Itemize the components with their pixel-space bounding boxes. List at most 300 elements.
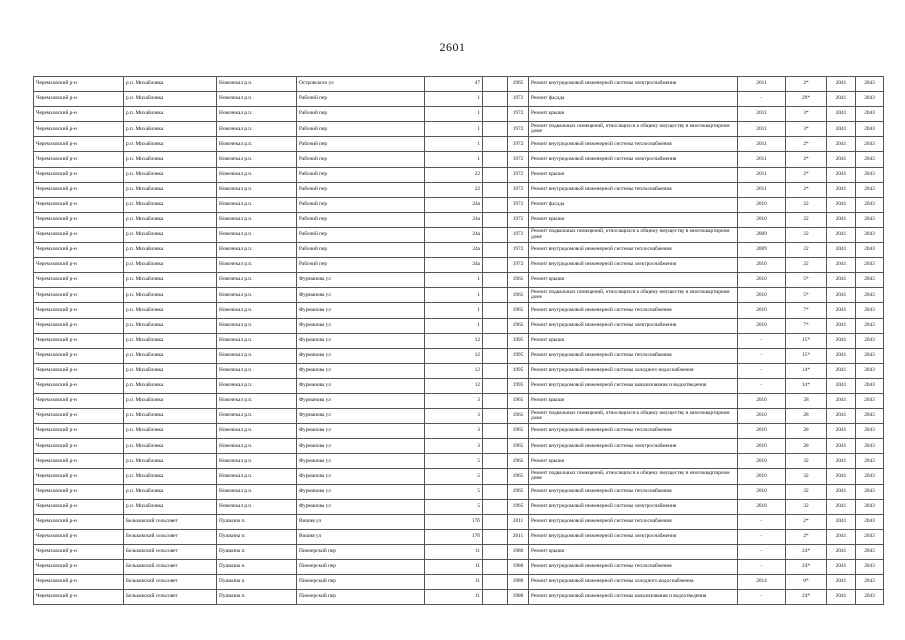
settlement-cell: Новочекал р.п. [217, 77, 297, 92]
year-built-cell: 1980 [508, 575, 529, 590]
settlement-cell: Новочекал р.п. [217, 152, 297, 167]
plan-end-cell: 2043 [856, 273, 884, 288]
municipality-cell: р.п. Михайловка [124, 424, 217, 439]
house-number-cell: 24а [425, 212, 483, 227]
settlement-cell: Новочекал р.п. [217, 454, 297, 469]
municipality-cell: р.п. Михайловка [124, 77, 217, 92]
municipality-cell: р.п. Михайловка [124, 152, 217, 167]
plan-start-cell: 2041 [827, 318, 856, 333]
street-cell: Рабочий пер [297, 167, 425, 182]
district-cell: Черемховский р-н [34, 318, 124, 333]
plan-end-cell: 2043 [856, 378, 884, 393]
last-repair-year-cell: 2011 [738, 167, 786, 182]
building-cell [483, 484, 508, 499]
work-type-cell: Ремонт внутридомовой инженерной системы электроснабжения [529, 77, 738, 92]
work-type-cell: Ремонт крыши [529, 454, 738, 469]
building-cell [483, 122, 508, 137]
district-cell: Черемховский р-н [34, 288, 124, 303]
house-number-cell: 3 [425, 409, 483, 424]
year-built-cell: 1965 [508, 424, 529, 439]
last-repair-year-cell: 2010 [738, 258, 786, 273]
plan-end-cell: 2043 [856, 393, 884, 408]
municipality-cell: р.п. Михайловка [124, 484, 217, 499]
wear-cell: 22 [786, 197, 827, 212]
municipality-cell: р.п. Михайловка [124, 333, 217, 348]
wear-cell: 28 [786, 439, 827, 454]
municipality-cell: р.п. Михайловка [124, 197, 217, 212]
street-cell: Вишня ул [297, 514, 425, 529]
municipality-cell: р.п. Михайловка [124, 122, 217, 137]
street-cell: Рабочий пер [297, 243, 425, 258]
wear-cell: 32 [786, 499, 827, 514]
plan-end-cell: 2043 [856, 243, 884, 258]
district-cell: Черемховский р-н [34, 107, 124, 122]
district-cell: Черемховский р-н [34, 484, 124, 499]
district-cell: Черемховский р-н [34, 499, 124, 514]
settlement-cell: Новочекал р.п. [217, 167, 297, 182]
plan-end-cell: 2043 [856, 560, 884, 575]
wear-cell: 2* [786, 514, 827, 529]
year-built-cell: 1972 [508, 227, 529, 242]
table-row [34, 122, 884, 137]
house-number-cell: 24а [425, 227, 483, 242]
plan-start-cell: 2041 [827, 590, 856, 605]
year-built-cell: 1995 [508, 348, 529, 363]
district-cell: Черемховский р-н [34, 469, 124, 484]
street-cell: Пионерский пер [297, 590, 425, 605]
work-type-cell: Ремонт крыши [529, 273, 738, 288]
table-row [34, 484, 884, 499]
table-row [34, 137, 884, 152]
plan-end-cell: 2043 [856, 454, 884, 469]
municipality-cell: р.п. Михайловка [124, 393, 217, 408]
municipality-cell: р.п. Михайловка [124, 348, 217, 363]
wear-cell: 24* [786, 590, 827, 605]
settlement-cell: Новочекал р.п. [217, 182, 297, 197]
year-built-cell: 1972 [508, 92, 529, 107]
plan-end-cell: 2043 [856, 77, 884, 92]
year-built-cell: 1972 [508, 243, 529, 258]
last-repair-year-cell: 2010 [738, 454, 786, 469]
last-repair-year-cell: - [738, 514, 786, 529]
plan-start-cell: 2041 [827, 182, 856, 197]
table-row [34, 318, 884, 333]
district-cell: Черемховский р-н [34, 333, 124, 348]
wear-cell: 24* [786, 544, 827, 559]
street-cell: Фурманова ул [297, 439, 425, 454]
district-cell: Черемховский р-н [34, 258, 124, 273]
wear-cell: 3* [786, 122, 827, 137]
settlement-cell: Новочекал р.п. [217, 197, 297, 212]
plan-end-cell: 2043 [856, 484, 884, 499]
settlement-cell: Новочекал р.п. [217, 348, 297, 363]
building-cell [483, 77, 508, 92]
plan-start-cell: 2041 [827, 469, 856, 484]
plan-end-cell: 2043 [856, 137, 884, 152]
house-number-cell: 1 [425, 107, 483, 122]
work-type-cell: Ремонт подвальных помещений, относящихся к общему имуществу в многоквартирном доме [529, 409, 738, 424]
plan-start-cell: 2041 [827, 77, 856, 92]
table-row [34, 575, 884, 590]
street-cell: Рабочий пер [297, 212, 425, 227]
last-repair-year-cell: 2010 [738, 499, 786, 514]
settlement-cell: Новочекал р.п. [217, 288, 297, 303]
table-row [34, 212, 884, 227]
plan-end-cell: 2043 [856, 152, 884, 167]
plan-end-cell: 2043 [856, 107, 884, 122]
district-cell: Черемховский р-н [34, 409, 124, 424]
street-cell: Вишня ул [297, 529, 425, 544]
district-cell: Черемховский р-н [34, 529, 124, 544]
work-type-cell: Ремонт крыши [529, 544, 738, 559]
wear-cell: 0* [786, 575, 827, 590]
plan-end-cell: 2043 [856, 499, 884, 514]
building-cell [483, 529, 508, 544]
year-built-cell: 1965 [508, 77, 529, 92]
last-repair-year-cell: 2010 [738, 273, 786, 288]
year-built-cell: 1995 [508, 378, 529, 393]
year-built-cell: 1980 [508, 560, 529, 575]
district-cell: Черемховский р-н [34, 243, 124, 258]
wear-cell: 22 [786, 258, 827, 273]
street-cell: Фурманова ул [297, 363, 425, 378]
house-number-cell: 11 [425, 575, 483, 590]
last-repair-year-cell: 2010 [738, 288, 786, 303]
municipality-cell: Бельковский сельсовет [124, 575, 217, 590]
plan-end-cell: 2043 [856, 348, 884, 363]
last-repair-year-cell: 2011 [738, 77, 786, 92]
wear-cell: 2* [786, 137, 827, 152]
municipality-cell: р.п. Михайловка [124, 409, 217, 424]
plan-start-cell: 2041 [827, 575, 856, 590]
capital-repair-table [33, 76, 884, 605]
street-cell: Фурманова ул [297, 469, 425, 484]
year-built-cell: 1972 [508, 122, 529, 137]
street-cell: Островского ул [297, 77, 425, 92]
last-repair-year-cell: - [738, 363, 786, 378]
building-cell [483, 92, 508, 107]
work-type-cell: Ремонт внутридомовой инженерной системы теплоснабжения [529, 137, 738, 152]
last-repair-year-cell: - [738, 590, 786, 605]
building-cell [483, 258, 508, 273]
house-number-cell: 17б [425, 514, 483, 529]
district-cell: Черемховский р-н [34, 152, 124, 167]
year-built-cell: 1965 [508, 484, 529, 499]
plan-start-cell: 2041 [827, 424, 856, 439]
work-type-cell: Ремонт подвальных помещений, относящихся к общему имуществу в многоквартирном доме [529, 469, 738, 484]
year-built-cell: 1965 [508, 454, 529, 469]
plan-start-cell: 2041 [827, 258, 856, 273]
settlement-cell: Пушкина п. [217, 544, 297, 559]
work-type-cell: Ремонт внутридомовой инженерной системы электроснабжения [529, 318, 738, 333]
house-number-cell: 1 [425, 122, 483, 137]
plan-start-cell: 2041 [827, 152, 856, 167]
building-cell [483, 107, 508, 122]
work-type-cell: Ремонт крыши [529, 393, 738, 408]
plan-end-cell: 2043 [856, 424, 884, 439]
year-built-cell: 1995 [508, 333, 529, 348]
street-cell: Фурманова ул [297, 484, 425, 499]
building-cell [483, 333, 508, 348]
district-cell: Черемховский р-н [34, 77, 124, 92]
plan-end-cell: 2043 [856, 258, 884, 273]
last-repair-year-cell: 2009 [738, 227, 786, 242]
year-built-cell: 2011 [508, 514, 529, 529]
municipality-cell: р.п. Михайловка [124, 499, 217, 514]
settlement-cell: Новочекал р.п. [217, 469, 297, 484]
plan-start-cell: 2041 [827, 212, 856, 227]
house-number-cell: 5 [425, 499, 483, 514]
wear-cell: 28 [786, 409, 827, 424]
last-repair-year-cell: 2011 [738, 122, 786, 137]
district-cell: Черемховский р-н [34, 363, 124, 378]
house-number-cell: 3 [425, 424, 483, 439]
municipality-cell: р.п. Михайловка [124, 258, 217, 273]
plan-end-cell: 2043 [856, 288, 884, 303]
last-repair-year-cell: 2011 [738, 152, 786, 167]
building-cell [483, 318, 508, 333]
municipality-cell: р.п. Михайловка [124, 303, 217, 318]
street-cell: Рабочий пер [297, 107, 425, 122]
district-cell: Черемховский р-н [34, 227, 124, 242]
settlement-cell: Новочекал р.п. [217, 273, 297, 288]
last-repair-year-cell: 2010 [738, 469, 786, 484]
wear-cell: 15* [786, 348, 827, 363]
work-type-cell: Ремонт подвальных помещений, относящихся к общему имуществу в многоквартирном доме [529, 288, 738, 303]
work-type-cell: Ремонт внутридомовой инженерной системы холодного водоснабжения [529, 575, 738, 590]
house-number-cell: 11 [425, 544, 483, 559]
wear-cell: 5* [786, 288, 827, 303]
building-cell [483, 469, 508, 484]
settlement-cell: Новочекал р.п. [217, 484, 297, 499]
last-repair-year-cell: 2011 [738, 137, 786, 152]
plan-start-cell: 2041 [827, 529, 856, 544]
settlement-cell: Новочекал р.п. [217, 303, 297, 318]
municipality-cell: Бельковский сельсовет [124, 590, 217, 605]
year-built-cell: 1972 [508, 258, 529, 273]
municipality-cell: р.п. Михайловка [124, 318, 217, 333]
year-built-cell: 1980 [508, 590, 529, 605]
building-cell [483, 514, 508, 529]
year-built-cell: 1965 [508, 273, 529, 288]
work-type-cell: Ремонт внутридомовой инженерной системы электроснабжения [529, 499, 738, 514]
year-built-cell: 1972 [508, 152, 529, 167]
house-number-cell: 22 [425, 167, 483, 182]
settlement-cell: Новочекал р.п. [217, 107, 297, 122]
wear-cell: 3* [786, 107, 827, 122]
street-cell: Фурманова ул [297, 273, 425, 288]
building-cell [483, 137, 508, 152]
building-cell [483, 152, 508, 167]
settlement-cell: Новочекал р.п. [217, 243, 297, 258]
street-cell: Рабочий пер [297, 227, 425, 242]
settlement-cell: Новочекал р.п. [217, 363, 297, 378]
table-row [34, 393, 884, 408]
district-cell: Черемховский р-н [34, 212, 124, 227]
building-cell [483, 197, 508, 212]
building-cell [483, 303, 508, 318]
street-cell: Рабочий пер [297, 137, 425, 152]
plan-start-cell: 2041 [827, 560, 856, 575]
table-row [34, 590, 884, 605]
last-repair-year-cell: 2011 [738, 107, 786, 122]
table-row [34, 378, 884, 393]
plan-start-cell: 2041 [827, 227, 856, 242]
year-built-cell: 1972 [508, 137, 529, 152]
wear-cell: 2* [786, 529, 827, 544]
last-repair-year-cell: 2010 [738, 393, 786, 408]
year-built-cell: 1972 [508, 197, 529, 212]
work-type-cell: Ремонт подвальных помещений, относящихся к общему имуществу в многоквартирном доме [529, 122, 738, 137]
district-cell: Черемховский р-н [34, 197, 124, 212]
settlement-cell: Новочекал р.п. [217, 318, 297, 333]
year-built-cell: 1965 [508, 318, 529, 333]
district-cell: Черемховский р-н [34, 378, 124, 393]
building-cell [483, 560, 508, 575]
district-cell: Черемховский р-н [34, 182, 124, 197]
district-cell: Черемховский р-н [34, 424, 124, 439]
settlement-cell: Новочекал р.п. [217, 92, 297, 107]
plan-start-cell: 2041 [827, 484, 856, 499]
municipality-cell: р.п. Михайловка [124, 469, 217, 484]
year-built-cell: 1995 [508, 363, 529, 378]
building-cell [483, 424, 508, 439]
plan-end-cell: 2043 [856, 333, 884, 348]
house-number-cell: 5 [425, 484, 483, 499]
municipality-cell: р.п. Михайловка [124, 288, 217, 303]
plan-end-cell: 2043 [856, 469, 884, 484]
house-number-cell: 12 [425, 333, 483, 348]
table-row [34, 348, 884, 363]
house-number-cell: 1 [425, 152, 483, 167]
plan-start-cell: 2041 [827, 333, 856, 348]
plan-start-cell: 2041 [827, 92, 856, 107]
table-row [34, 92, 884, 107]
municipality-cell: р.п. Михайловка [124, 92, 217, 107]
last-repair-year-cell: 2010 [738, 303, 786, 318]
settlement-cell: Пушкина п. [217, 514, 297, 529]
table-row [34, 303, 884, 318]
building-cell [483, 273, 508, 288]
last-repair-year-cell: - [738, 348, 786, 363]
plan-start-cell: 2041 [827, 363, 856, 378]
street-cell: Пионерский пер [297, 544, 425, 559]
building-cell [483, 590, 508, 605]
street-cell: Фурманова ул [297, 424, 425, 439]
building-cell [483, 454, 508, 469]
wear-cell: 32 [786, 484, 827, 499]
year-built-cell: 1965 [508, 439, 529, 454]
plan-start-cell: 2041 [827, 514, 856, 529]
work-type-cell: Ремонт подвальных помещений, относящихся к общему имуществу в многоквартирном доме [529, 227, 738, 242]
year-built-cell: 1972 [508, 212, 529, 227]
plan-start-cell: 2041 [827, 439, 856, 454]
plan-start-cell: 2041 [827, 393, 856, 408]
settlement-cell: Новочекал р.п. [217, 424, 297, 439]
plan-start-cell: 2041 [827, 167, 856, 182]
municipality-cell: р.п. Михайловка [124, 227, 217, 242]
settlement-cell: Новочекал р.п. [217, 122, 297, 137]
last-repair-year-cell: 2010 [738, 439, 786, 454]
wear-cell: 2* [786, 152, 827, 167]
work-type-cell: Ремонт фасада [529, 92, 738, 107]
plan-start-cell: 2041 [827, 378, 856, 393]
plan-start-cell: 2041 [827, 107, 856, 122]
plan-end-cell: 2043 [856, 303, 884, 318]
settlement-cell: Новочекал р.п. [217, 137, 297, 152]
last-repair-year-cell: - [738, 529, 786, 544]
building-cell [483, 288, 508, 303]
house-number-cell: 5 [425, 469, 483, 484]
wear-cell: 2* [786, 182, 827, 197]
wear-cell: 22 [786, 227, 827, 242]
street-cell: Фурманова ул [297, 499, 425, 514]
last-repair-year-cell: 2010 [738, 484, 786, 499]
wear-cell: 7* [786, 303, 827, 318]
house-number-cell: 1 [425, 303, 483, 318]
table-row [34, 544, 884, 559]
plan-start-cell: 2041 [827, 348, 856, 363]
house-number-cell: 24а [425, 243, 483, 258]
street-cell: Фурманова ул [297, 409, 425, 424]
plan-end-cell: 2043 [856, 544, 884, 559]
page-number: 2601 [439, 40, 466, 54]
plan-end-cell: 2043 [856, 514, 884, 529]
work-type-cell: Ремонт крыши [529, 333, 738, 348]
municipality-cell: р.п. Михайловка [124, 439, 217, 454]
building-cell [483, 243, 508, 258]
plan-start-cell: 2041 [827, 243, 856, 258]
house-number-cell: 24а [425, 197, 483, 212]
building-cell [483, 393, 508, 408]
building-cell [483, 409, 508, 424]
settlement-cell: Новочекал р.п. [217, 227, 297, 242]
municipality-cell: р.п. Михайловка [124, 137, 217, 152]
municipality-cell: Бельковский сельсовет [124, 529, 217, 544]
table-row [34, 560, 884, 575]
street-cell: Фурманова ул [297, 333, 425, 348]
year-built-cell: 1965 [508, 303, 529, 318]
street-cell: Фурманова ул [297, 378, 425, 393]
table-row [34, 273, 884, 288]
work-type-cell: Ремонт крыши [529, 212, 738, 227]
work-type-cell: Ремонт внутридомовой инженерной системы теплоснабжения [529, 560, 738, 575]
plan-start-cell: 2041 [827, 454, 856, 469]
street-cell: Фурманова ул [297, 348, 425, 363]
table-row [34, 197, 884, 212]
year-built-cell: 2011 [508, 529, 529, 544]
house-number-cell: 1 [425, 288, 483, 303]
plan-end-cell: 2043 [856, 318, 884, 333]
year-built-cell: 1972 [508, 167, 529, 182]
municipality-cell: Бельковский сельсовет [124, 514, 217, 529]
plan-start-cell: 2041 [827, 273, 856, 288]
district-cell: Черемховский р-н [34, 348, 124, 363]
house-number-cell: 1 [425, 137, 483, 152]
municipality-cell: р.п. Михайловка [124, 363, 217, 378]
settlement-cell: Пушкина п. [217, 529, 297, 544]
table-row [34, 469, 884, 484]
house-number-cell: 12 [425, 348, 483, 363]
settlement-cell: Пушкина п. [217, 575, 297, 590]
wear-cell: 22 [786, 243, 827, 258]
table-row [34, 499, 884, 514]
street-cell: Рабочий пер [297, 122, 425, 137]
last-repair-year-cell: 2009 [738, 243, 786, 258]
table-row [34, 288, 884, 303]
house-number-cell: 11 [425, 560, 483, 575]
last-repair-year-cell: 2010 [738, 197, 786, 212]
